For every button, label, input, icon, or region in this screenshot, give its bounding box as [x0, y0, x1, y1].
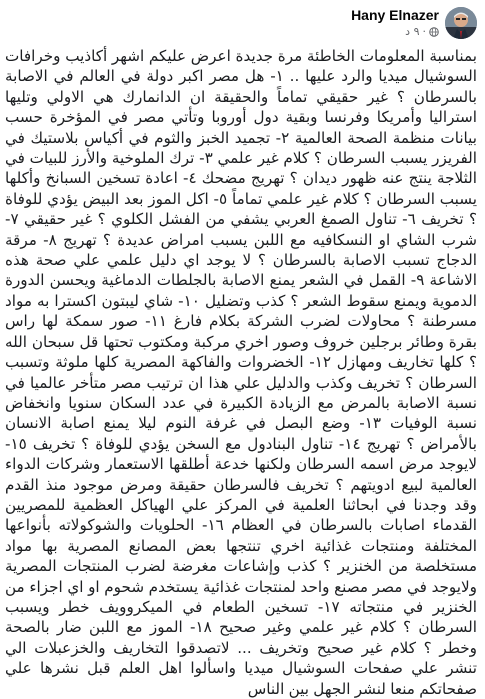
avatar-photo-icon [445, 7, 477, 39]
post-header [351, 4, 477, 42]
author-name[interactable]: Hany Elnazer [351, 7, 439, 23]
post-meta [351, 7, 439, 39]
post-subline [405, 25, 439, 39]
author-avatar[interactable] [445, 7, 477, 39]
post-body-text: بمناسبة المعلومات الخاطئة مرة جديدة اعرض عليكم اشهر أكاذيب وخرافات السوشيال ميديا والرد عليها .. ١- هل مصر اكبر دولة في العالم في الاصابة بالسرطان ؟ غير حقيقي تماماً والحقيقة ان الدانمارك هي الاولي وتليها استراليا وأمريكا وفرنسا وبقية دول أوروبا وتأتي مصر في المؤخرة حسب بيانات منظمة الصحة العالمية ٢- تجميد الخبز والثوم في أكياس بلاستيك في الفريزر يسبب السرطان ؟ كلام غير علمي ٣- ترك الملوخية والأرز للبيات في الثلاجة ينتج عنه ظهور ديدان ؟ تهريج مضحك ٤- اعادة تسخين السبانخ وأكلها يسبب السرطان ؟ كلام غير علمي تماماً ٥- اكل الموز بعد البيض يؤدي للوفاة ؟ تخريف ٦- تناول الصمغ العربي يشفي من الفشل الكلوي ؟ غير حقيقي ٧- شرب الشاي او النسكافيه مع اللبن يسبب امراض عديدة ؟ تهريج ٨- مرقة الدجاج تسبب الاصابة بالسرطان ؟ لا يوجد اي دليل علمي علي صحة هذه الاشاعة ٩- القمل في الشعر يمنع الاصابة بالجلطات الدماغية ويحسن الدورة الدموية ويمنع سقوط الشعر ؟ كذب وتضليل ١٠- شاي ليبتون اكسترا به مواد مسرطنة ؟ محاولات لضرب الشركة بكلام فارغ ١١- صور سمكة لها راس بقرة وطائر برجلين خروف وصور اخري مركبة ومكتوب تحتها قل سبحان الله ؟ كلها تخاريف ومهازل ١٢- الخضروات والفاكهة المصرية كلها ملوثة وتسبب السرطان ؟ تخريف وكذب والدليل علي هذا ان ترتيب مصر متأخر عالميا في نسبة الاصابة بالمرض مع الزيادة الكبيرة في عدد السكان سنويا وانخفاض نسبة الوفيات ١٣- وضع البصل في غرفة النوم ليلا يمنع اصابة الانسان بالأمراض ؟ تهريج ١٤- تناول البنادول مع السخن يؤدي للوفاة ؟ تخريف ١٥- لايوجد مرض اسمه السرطان ولكنها خدعة أطلقها الاستعمار وشركات الدواء العالمية لبيع ادويتهم ؟ تخريف فالسرطان حقيقة ومرض موجود منذ القدم وقد وجدنا في ابحاثنا العلمية في المركز علي الهياكل العظمية للمصريين القدماء اصابات بالسرطان في العظام ١٦- الحلويات والشوكولاته بأنواعها المختلفة ومنتجات غذائية اخري تنتجها بعض المصانع المصرية بها مواد مستخلصة من الخنزير ؟ كذب وإشاعات مغرضة لضرب المنتجات المصرية ولايوجد في مصر مصنع واحد لمنتجات غذائية يستخدم شحوم او اي اجزاء من الخنزير في منتجاته ١٧- تسخين الطعام في الميكروويف خطر ويسبب السرطان ؟ كلام غير علمي وغير صحيح ١٨- الموز مع اللبن ضار بالصحة وخطر ؟ كلام غير صحيح وتخريف ... لاتصدقوا التخاريف والخزعبلات الي تنشر علي صفحات السوشيال ميديا واسألوا اهل العلم قبل نشرها علي صفحاتكم منعا لنشر الجهل بين الناس [5, 47, 478, 698]
post-time[interactable]: ٩ د [405, 25, 420, 38]
globe-icon[interactable] [429, 27, 439, 37]
separator-dot: · [422, 25, 426, 38]
